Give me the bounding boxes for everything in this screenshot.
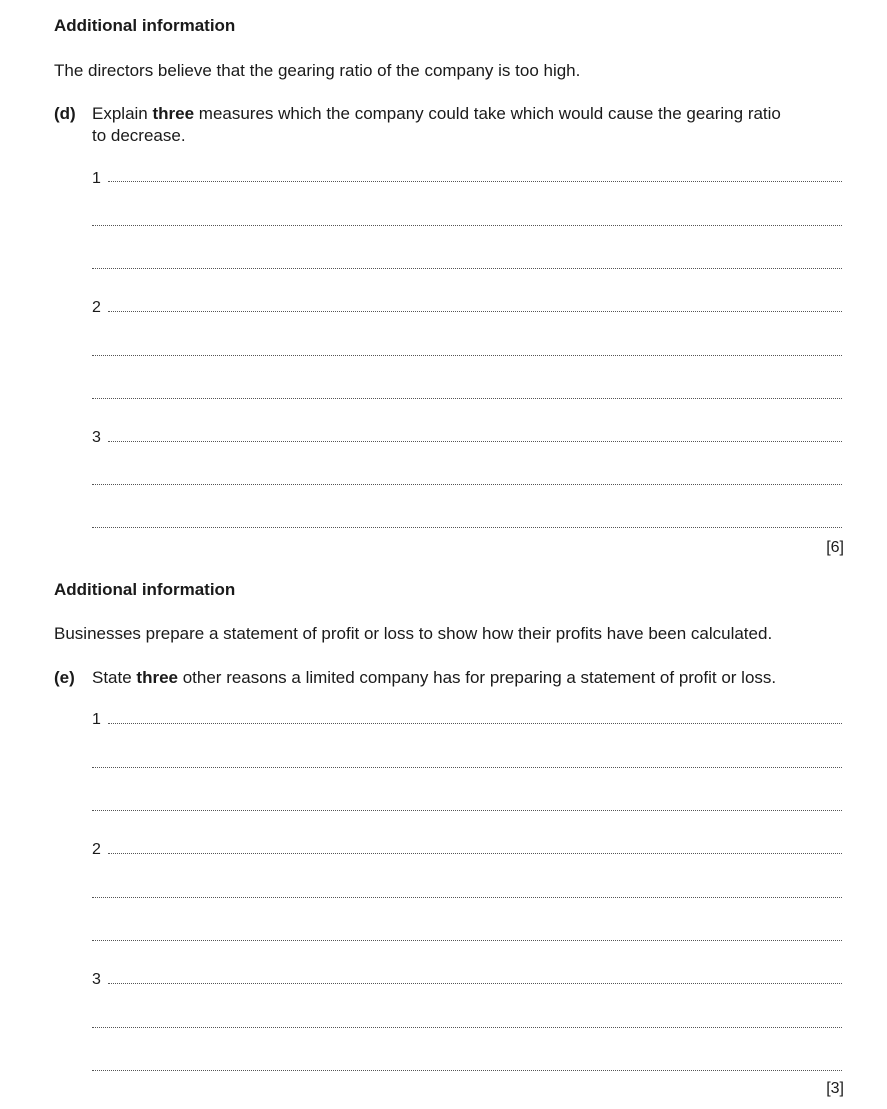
answer-line[interactable] [108, 723, 842, 724]
answer-line[interactable] [92, 527, 842, 528]
answer-number: 2 [92, 841, 101, 858]
answer-line[interactable] [108, 983, 842, 984]
answer-line[interactable] [92, 940, 842, 941]
answer-number: 2 [92, 299, 101, 316]
answer-line[interactable] [108, 441, 842, 442]
question-label: (e) [54, 668, 75, 687]
answer-number: 3 [92, 429, 101, 446]
answer-line[interactable] [108, 181, 842, 182]
question-text-line2: to decrease. [92, 126, 186, 145]
question-label: (d) [54, 104, 76, 123]
answer-line[interactable] [92, 398, 842, 399]
answer-line[interactable] [92, 268, 842, 269]
answer-number: 1 [92, 711, 101, 728]
answer-line[interactable] [108, 853, 842, 854]
answer-line[interactable] [92, 1027, 842, 1028]
answer-number: 3 [92, 971, 101, 988]
answer-line[interactable] [92, 225, 842, 226]
answer-line[interactable] [92, 767, 842, 768]
intro-text: The directors believe that the gearing ratio of the company is too high. [54, 61, 581, 80]
answer-line[interactable] [108, 311, 842, 312]
marks: [3] [826, 1080, 844, 1097]
answer-line[interactable] [92, 897, 842, 898]
section-heading: Additional information [54, 16, 236, 35]
section-heading: Additional information [54, 580, 236, 599]
marks: [6] [826, 539, 844, 556]
answer-line[interactable] [92, 1070, 842, 1071]
question-text-line1: Explain three measures which the company could take which would cause the gearing ratio [92, 104, 781, 123]
question-text: State three other reasons a limited company has for preparing a statement of profit or loss. [92, 668, 777, 687]
answer-line[interactable] [92, 484, 842, 485]
intro-text: Businesses prepare a statement of profit or loss to show how their profits have been calculated. [54, 624, 773, 643]
answer-number: 1 [92, 170, 101, 187]
answer-line[interactable] [92, 810, 842, 811]
answer-line[interactable] [92, 355, 842, 356]
